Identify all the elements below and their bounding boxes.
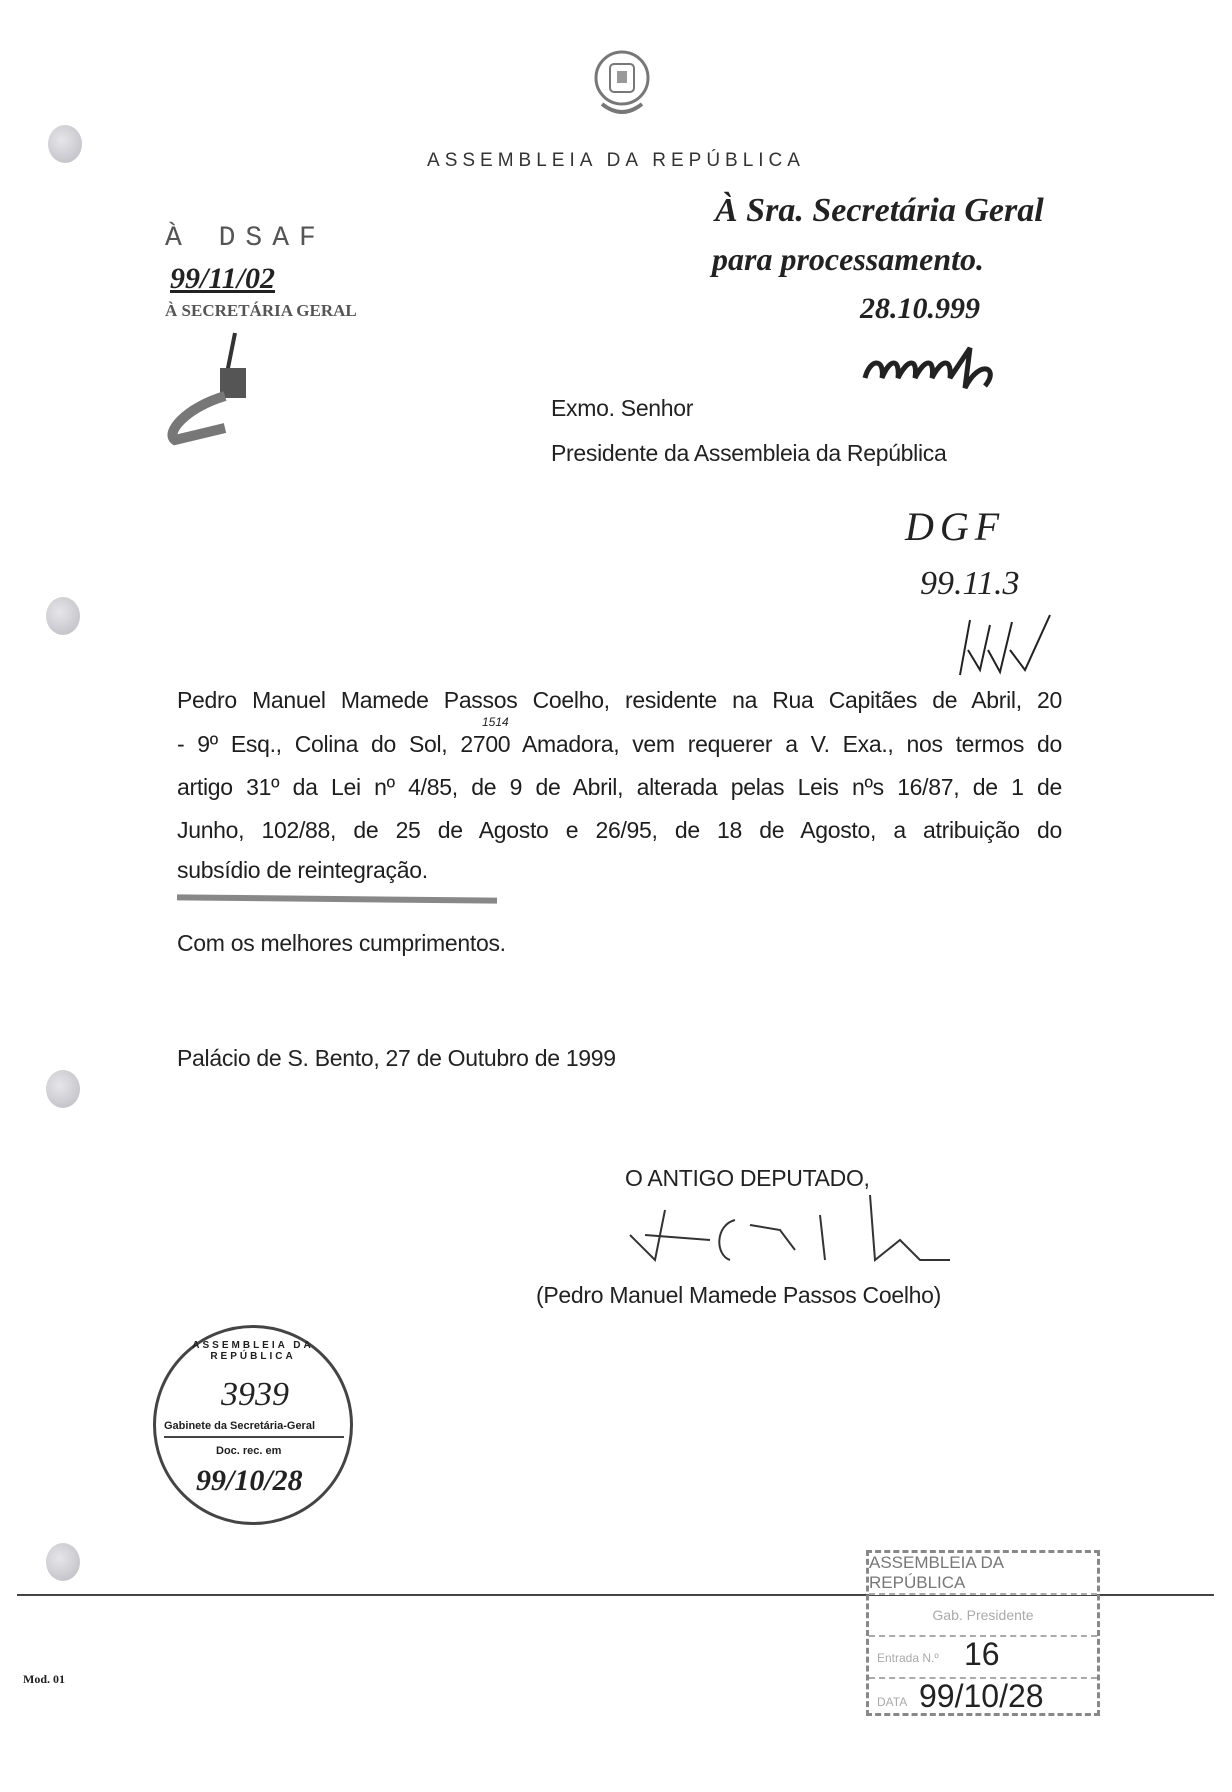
secretaria-stamp: À SECRETÁRIA GERAL [165,301,357,320]
dgf-note: DGF [905,504,1006,549]
body-line: - 9º Esq., Colina do Sol, 2700 Amadora, vem requerer a V. Exa., nos termos do [177,731,1062,757]
entry-number: 16 [964,1636,1000,1672]
signature [620,1195,990,1275]
round-stamp-office: Gabinete da Secretária-Geral [164,1420,344,1438]
handwritten-note: À Sra. Secretária Geral [715,192,1044,229]
signatory-role: O ANTIGO DEPUTADO, [625,1165,870,1191]
punch-hole [46,1543,80,1581]
body-line: Pedro Manuel Mamede Passos Coelho, residente na Rua Capitães de Abril, 20 [177,687,1062,713]
round-stamp-number: 3939 [221,1376,289,1413]
coat-of-arms-icon [590,44,654,122]
body-line: Junho, 102/88, de 25 de Agosto e 26/95, de 18 de Agosto, a atribuição do [177,817,1062,843]
adsaf-date: 99/11/02 [170,262,276,295]
handwritten-date: 28.10.999 [860,292,980,325]
entry-stamp-office: Gab. Presidente [869,1595,1097,1637]
closing: Com os melhores cumprimentos. [177,930,506,956]
round-stamp-date: 99/10/28 [196,1464,303,1497]
entry-stamp-date-row [869,1679,1097,1719]
round-stamp [153,1325,353,1525]
entry-label: Entrada N.º [877,1651,939,1665]
institution-header: ASSEMBLEIA DA REPÚBLICA [427,150,805,171]
signatory-name: (Pedro Manuel Mamede Passos Coelho) [536,1282,941,1308]
arrow-scribble [165,328,285,448]
entry-date: 99/10/28 [919,1678,1044,1714]
address-insert: 1514 [482,715,509,729]
round-stamp-doc-label: Doc. rec. em [216,1445,282,1457]
underline-mark [177,894,497,903]
body-line: artigo 31º da Lei nº 4/85, de 9 de Abril, alterada pelas Leis nºs 16/87, de 1 de [177,774,1062,800]
dgf-initials [950,610,1060,680]
handwritten-note: para processamento. [712,241,984,277]
entry-stamp [866,1550,1100,1716]
body-line: subsídio de reintegração. [177,857,428,883]
punch-hole [46,1070,80,1108]
dgf-date: 99.11.3 [920,565,1020,602]
form-code: Mod. 01 [23,1672,65,1686]
entry-stamp-title: ASSEMBLEIA DA REPÚBLICA [869,1553,1097,1595]
adsaf-stamp: À DSAF [165,223,326,254]
handwritten-signature [860,338,1040,394]
date-label: DATA [877,1695,908,1709]
entry-stamp-entry-row [869,1637,1097,1679]
salutation: Exmo. Senhor [551,395,694,421]
punch-hole [46,597,80,635]
round-stamp-ring: ASSEMBLEIA DA REPÚBLICA [192,1340,314,1362]
addressee-title: Presidente da Assembleia da República [551,440,947,466]
place-date: Palácio de S. Bento, 27 de Outubro de 1999 [177,1045,616,1071]
